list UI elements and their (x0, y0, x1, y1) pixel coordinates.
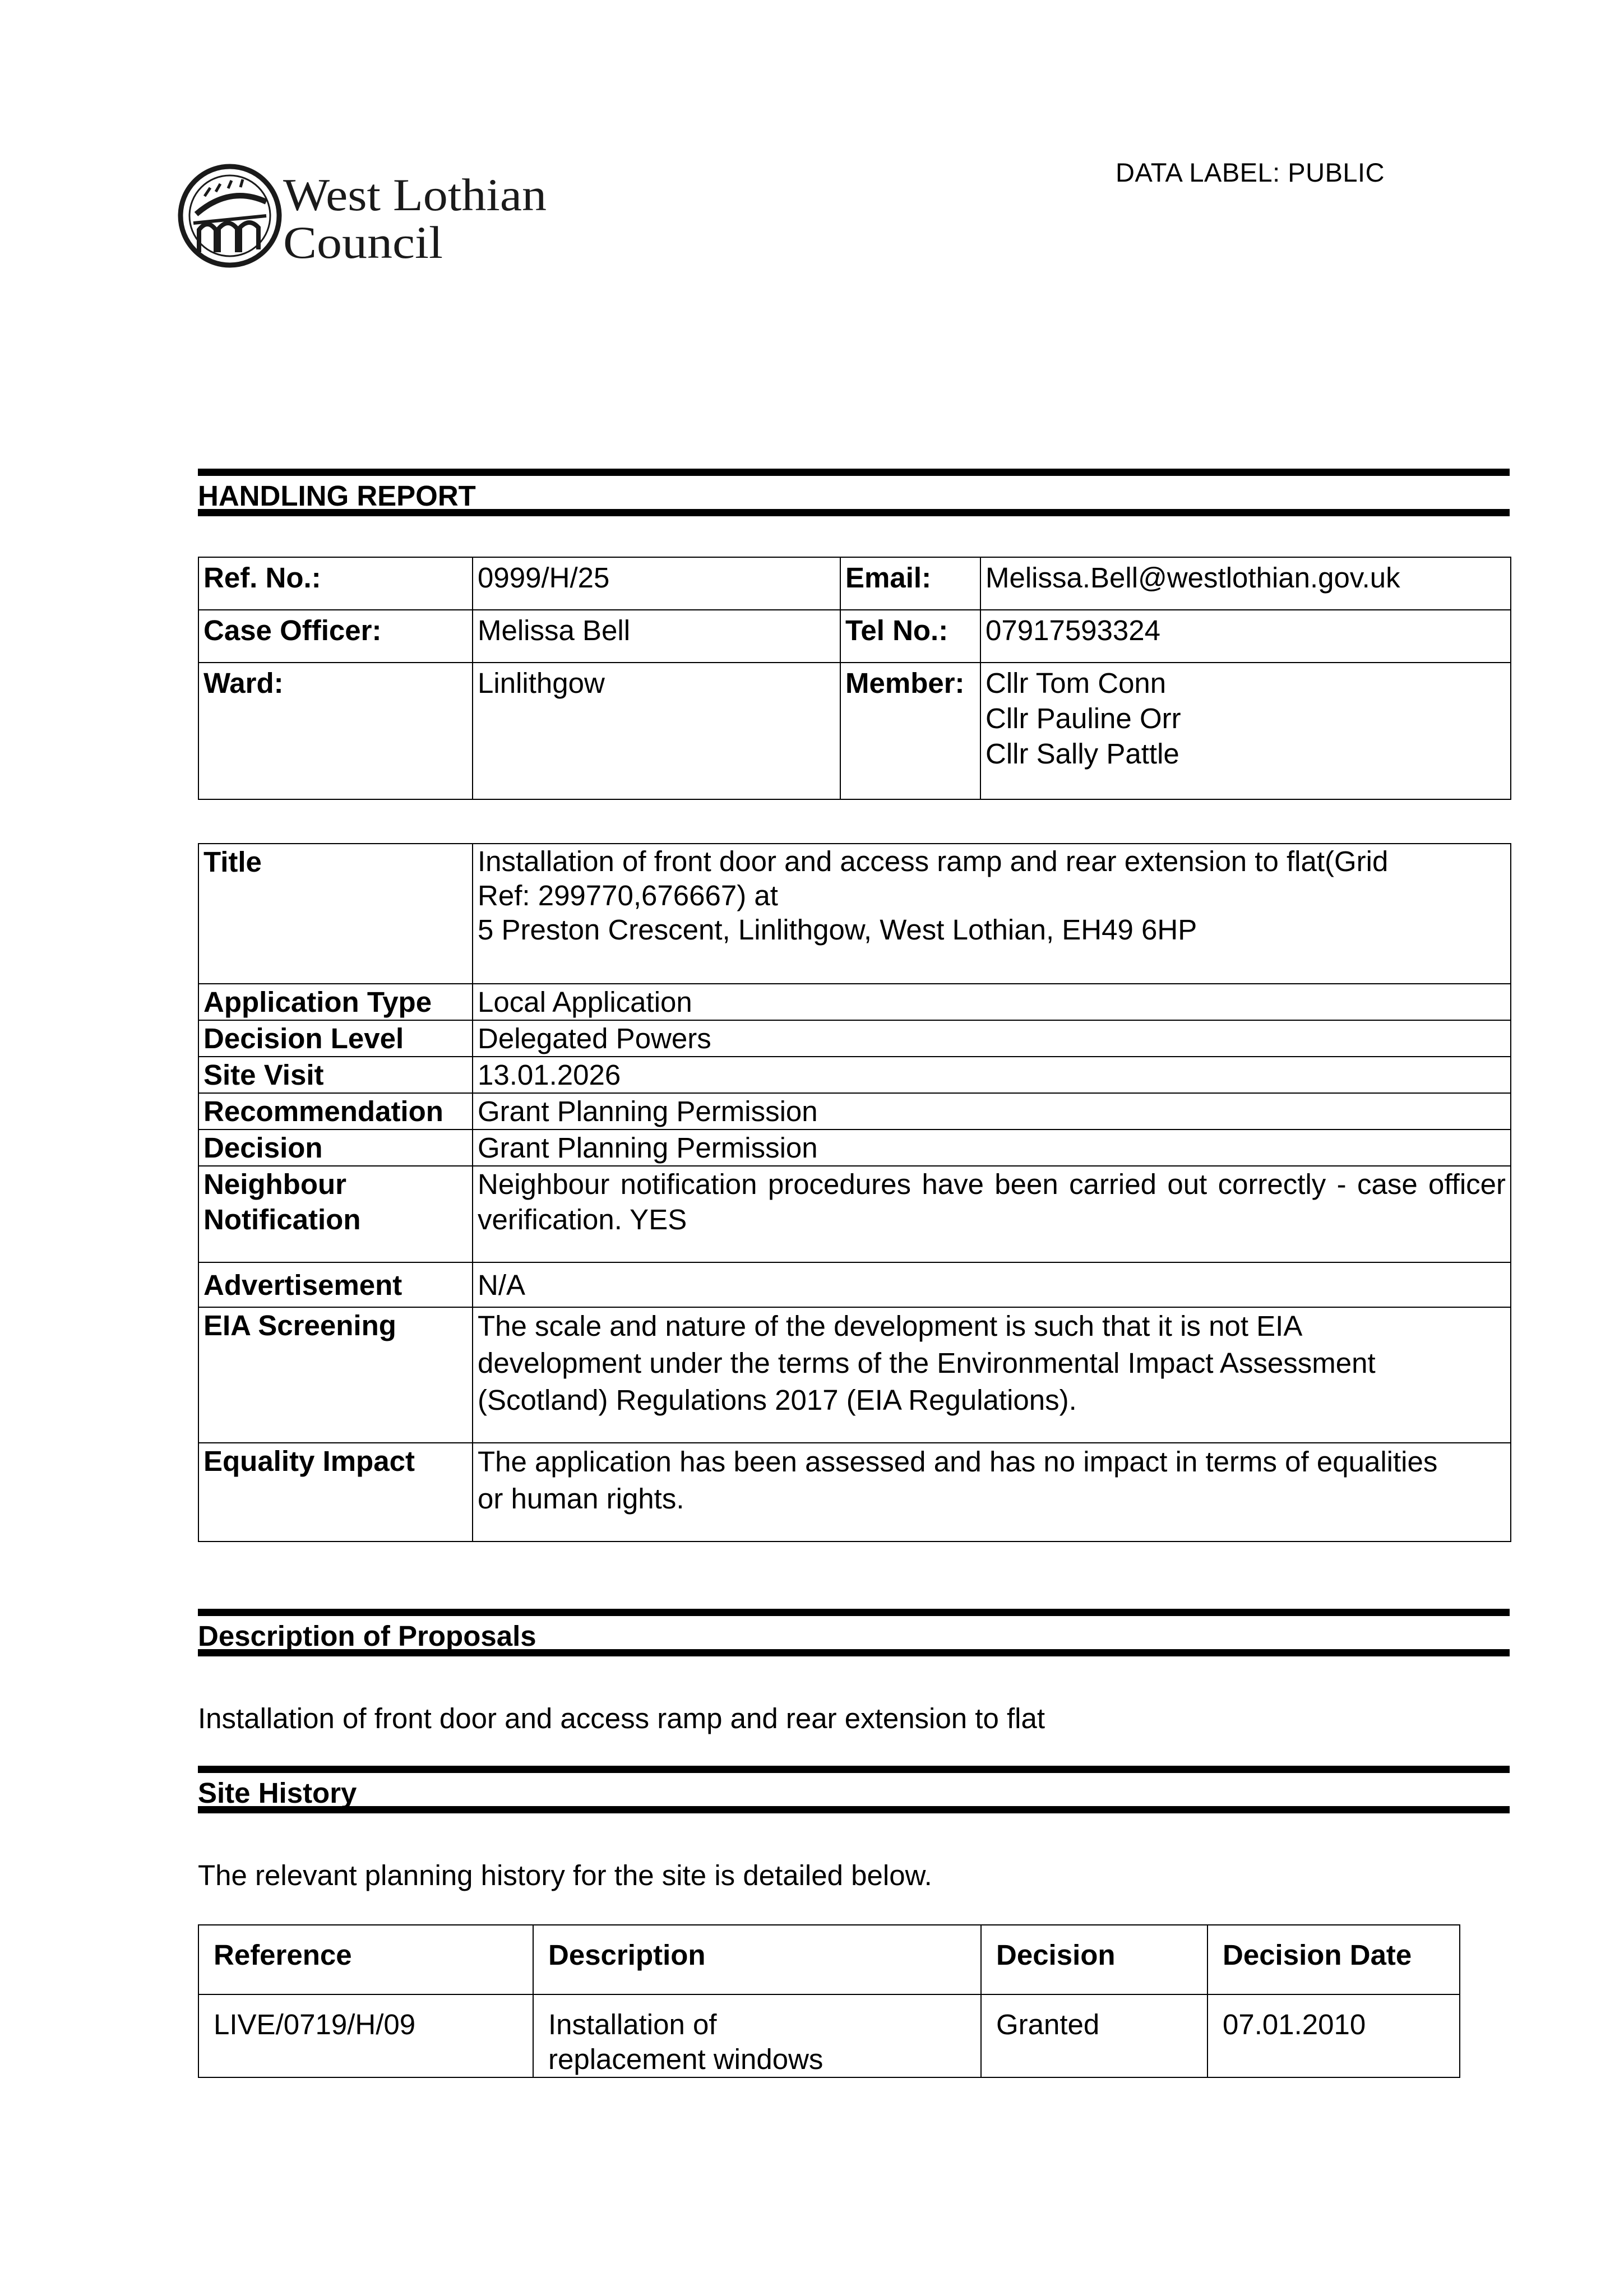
column-header-description: Description (533, 1925, 981, 1994)
table-row (198, 1130, 1511, 1166)
recommendation-label: Recommendation (198, 1093, 473, 1130)
table-row (198, 1166, 1511, 1262)
ward-value: Linlithgow (473, 663, 840, 799)
history-decision: Granted (981, 1994, 1207, 2077)
email-label: Email: (840, 557, 980, 610)
table-row (198, 663, 1511, 799)
site-visit-value: 13.01.2026 (473, 1057, 1511, 1093)
tel-label: Tel No.: (840, 610, 980, 663)
table-row (198, 1443, 1511, 1542)
decision-label: Decision (198, 1130, 473, 1166)
handling-report-header (198, 469, 1510, 516)
table-row (198, 1057, 1511, 1093)
member-name: Cllr Tom Conn (985, 667, 1167, 699)
history-description: Installation of replacement windows (533, 1994, 981, 2077)
logo-line-2: Council (283, 217, 443, 268)
eia-screening-label: EIA Screening (198, 1307, 473, 1443)
description-section-header (198, 1609, 1510, 1656)
logo-line-1: West Lothian (283, 169, 547, 220)
table-row (198, 1093, 1511, 1130)
case-details-table (198, 557, 1511, 800)
title-value (473, 844, 1511, 984)
case-officer-label: Case Officer: (198, 610, 473, 663)
ref-label: Ref. No.: (198, 557, 473, 610)
email-value: Melissa.Bell@westlothian.gov.uk (980, 557, 1511, 610)
equality-impact-label: Equality Impact (198, 1443, 473, 1542)
title-line: 5 Preston Crescent, Linlithgow, West Lothian, EH49 6HP (478, 914, 1197, 946)
eia-line: (Scotland) Regulations 2017 (EIA Regulations). (478, 1384, 1077, 1416)
table-row (198, 844, 1511, 984)
decision-level-label: Decision Level (198, 1020, 473, 1057)
description-text: Installation of front door and access ramp and rear extension to flat (198, 1702, 1045, 1734)
members-list (980, 663, 1511, 799)
table-row (198, 1020, 1511, 1057)
table-header-row (198, 1925, 1460, 1994)
page-title: HANDLING REPORT (198, 480, 476, 512)
site-history-table (198, 1924, 1460, 2078)
tel-value: 07917593324 (980, 610, 1511, 663)
council-logo (177, 163, 552, 269)
title-line: Ref: 299770,676667) at (478, 879, 778, 911)
history-decision-date: 07.01.2010 (1207, 1994, 1460, 2077)
ref-value: 0999/H/25 (473, 557, 840, 610)
application-details-table (198, 843, 1511, 1542)
table-row (198, 1994, 1460, 2077)
equality-impact-value (473, 1443, 1511, 1542)
recommendation-value: Grant Planning Permission (473, 1093, 1511, 1130)
ward-label: Ward: (198, 663, 473, 799)
title-label: Title (198, 844, 473, 984)
case-officer-value: Melissa Bell (473, 610, 840, 663)
column-header-reference: Reference (198, 1925, 533, 1994)
title-line: Installation of front door and access ramp and rear extension to flat(Grid (478, 845, 1389, 877)
decision-value: Grant Planning Permission (473, 1130, 1511, 1166)
site-history-heading: Site History (198, 1777, 357, 1809)
application-type-value: Local Application (473, 984, 1511, 1020)
history-reference: LIVE/0719/H/09 (198, 1994, 533, 2077)
application-type-label: Application Type (198, 984, 473, 1020)
member-name: Cllr Pauline Orr (985, 702, 1181, 734)
site-visit-label: Site Visit (198, 1057, 473, 1093)
member-label: Member: (840, 663, 980, 799)
neighbour-notification-value: Neighbour notification procedures have been carried out correctly - case officer verification. YES (473, 1166, 1511, 1262)
equality-line: The application has been assessed and has no impact in terms of equalities (478, 1446, 1438, 1478)
column-header-decision: Decision (981, 1925, 1207, 1994)
advertisement-label: Advertisement (198, 1262, 473, 1307)
neighbour-notification-label: Neighbour Notification (198, 1166, 473, 1262)
decision-level-value: Delegated Powers (473, 1020, 1511, 1057)
eia-screening-value (473, 1307, 1511, 1443)
table-row (198, 1307, 1511, 1443)
table-row (198, 557, 1511, 610)
description-heading: Description of Proposals (198, 1620, 536, 1652)
eia-line: development under the terms of the Environmental Impact Assessment (478, 1347, 1376, 1379)
data-label: DATA LABEL: PUBLIC (1116, 158, 1385, 187)
table-row (198, 1262, 1511, 1307)
member-name: Cllr Sally Pattle (985, 738, 1179, 770)
eia-line: The scale and nature of the development is such that it is not EIA (478, 1310, 1303, 1342)
table-row (198, 984, 1511, 1020)
site-history-intro: The relevant planning history for the site is detailed below. (198, 1859, 932, 1891)
site-history-section-header (198, 1766, 1510, 1813)
column-header-decision-date: Decision Date (1207, 1925, 1460, 1994)
table-row (198, 610, 1511, 663)
equality-line: or human rights. (478, 1483, 684, 1515)
advertisement-value: N/A (473, 1262, 1511, 1307)
